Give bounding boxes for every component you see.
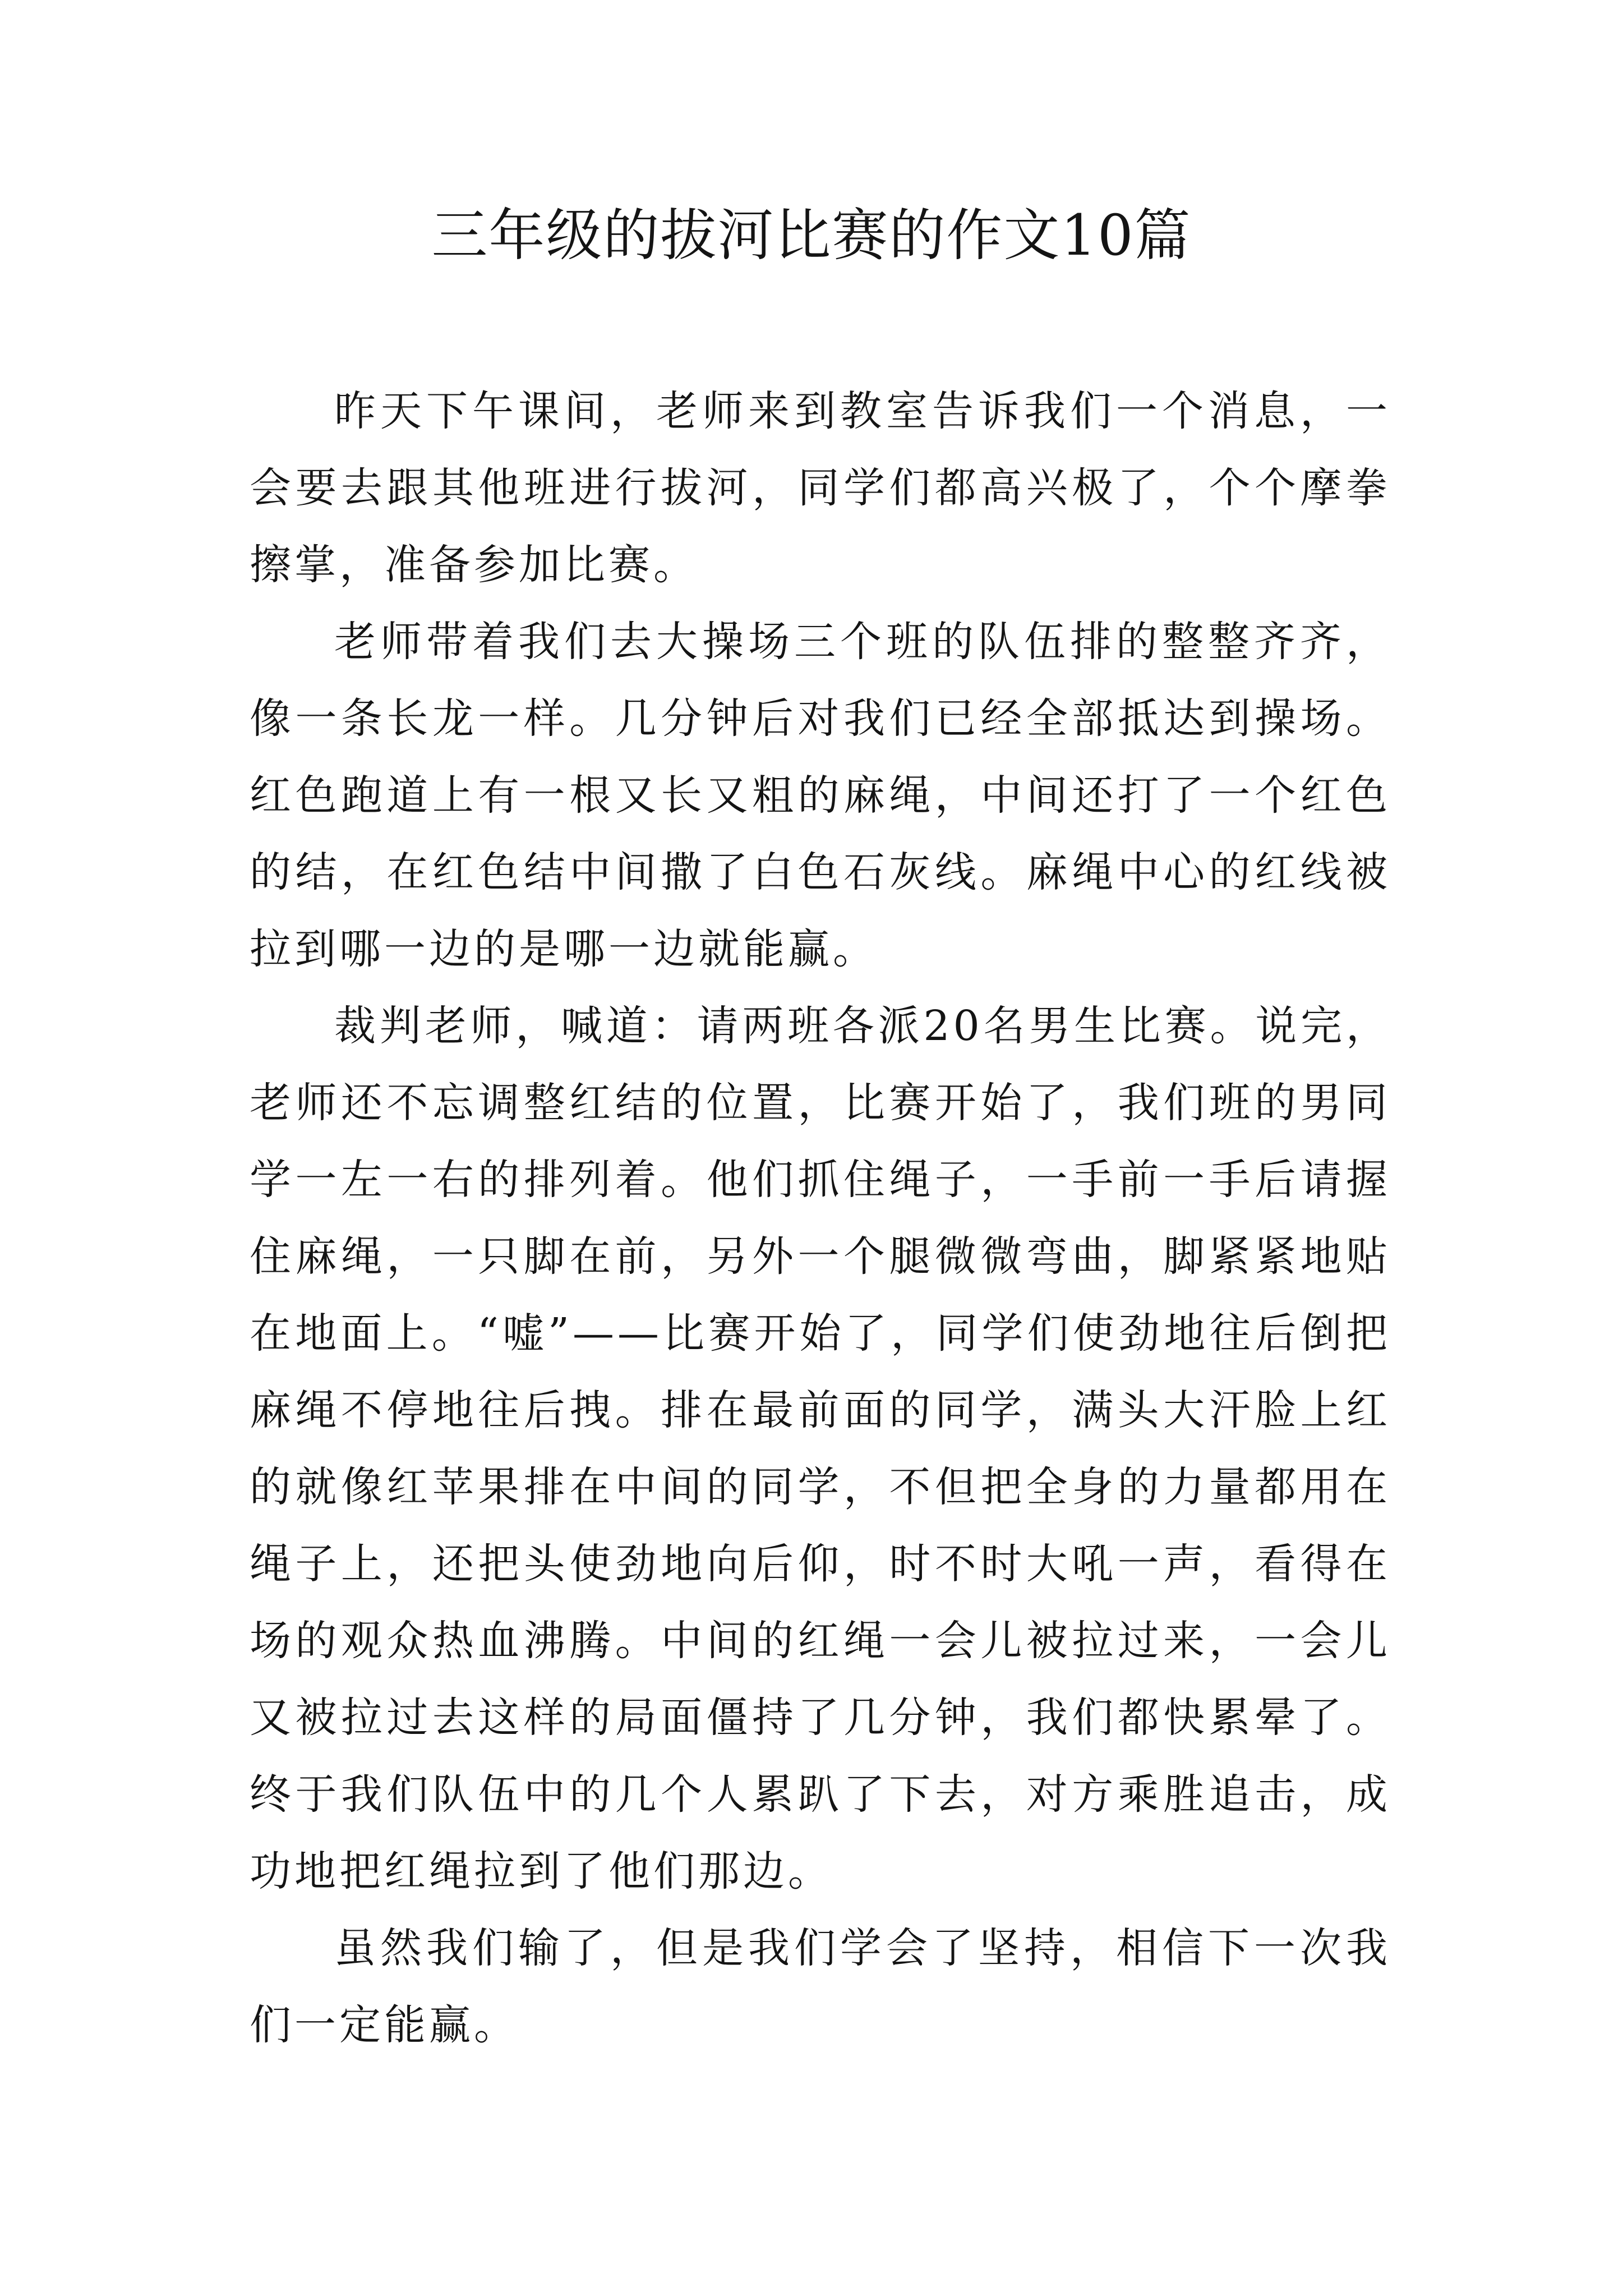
document-title: 三年级的拔河比赛的作文10篇 <box>431 203 1192 268</box>
paragraph-2: 老师带着我们去大操场三个班的队伍排的整整齐齐，像一条长龙一样。几分钟后对我们已经全部抵达到操场。红色跑道上有一根又长又粗的麻绳，中间还打了一个红色的结，在红色结中间撒了白色石灰线。麻绳中心的红线被拉到哪一边的是哪一边就能赢。 <box>250 618 1391 973</box>
paragraph-1: 昨天下午课间，老师来到教室告诉我们一个消息，一会要去跟其他班进行拔河，同学们都高兴极了，个个摩拳擦掌，准备参加比赛。 <box>250 387 1391 589</box>
paragraph-4: 虽然我们输了，但是我们学会了坚持，相信下一次我们一定能赢。 <box>250 1924 1391 2049</box>
document-body <box>250 373 1391 2064</box>
paragraph-3: 裁判老师，喊道：请两班各派20名男生比赛。说完，老师还不忘调整红结的位置，比赛开始了，我们班的男同学一左一右的排列着。他们抓住绳子，一手前一手后请握住麻绳，一只脚在前，另外一个腿微微弯曲，脚紧紧地贴在地面上。“嘘”——比赛开始了，同学们使劲地往后倒把麻绳不停地往后拽。排在最前面的同学，满头大汗脸上红的就像红苹果排在中间的同学，不但把全身的力量都用在绳子上，还把头使劲地向后仰，时不时大吼一声，看得在场的观众热血沸腾。中间的红绳一会儿被拉过来，一会儿又被拉过去这样的局面僵持了几分钟，我们都快累晕了。终于我们队伍中的几个人累趴了下去，对方乘胜追击，成功地把红绳拉到了他们那边。 <box>250 1002 1391 1895</box>
